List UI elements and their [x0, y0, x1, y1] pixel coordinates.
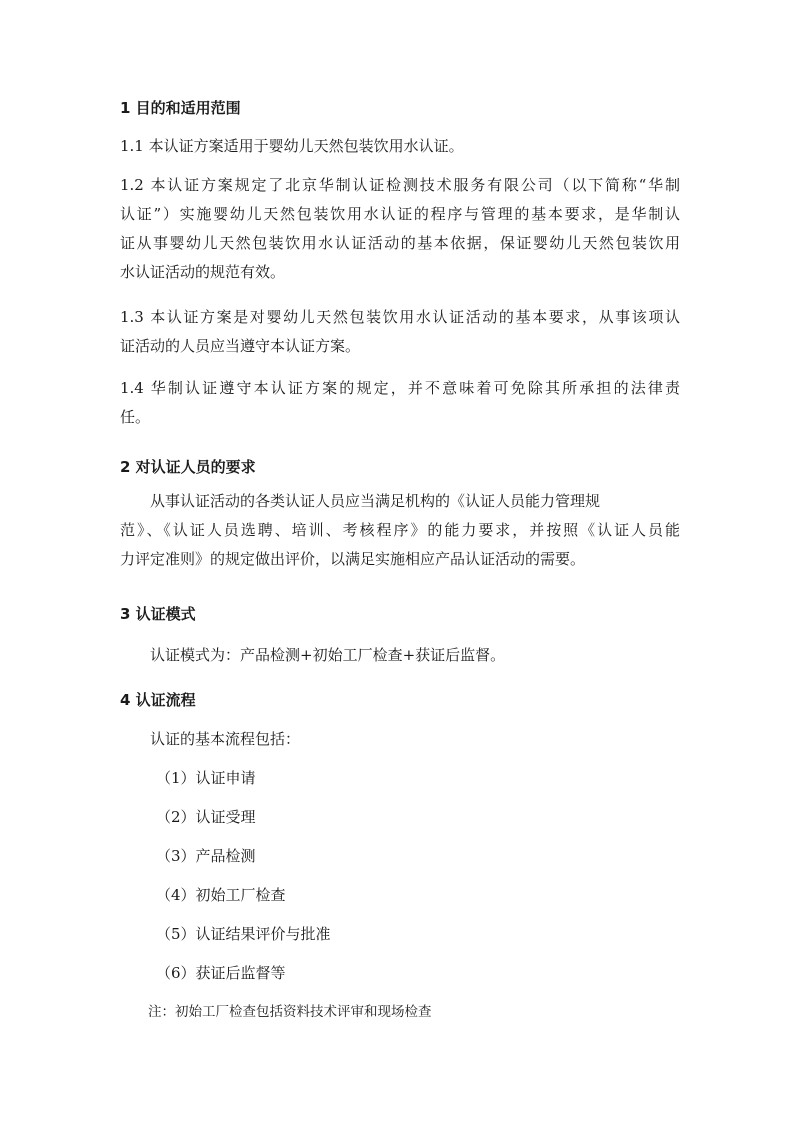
section-2-heading: 2 对认证人员的要求	[120, 458, 256, 476]
paragraph-2	[120, 487, 680, 574]
process-step: （4）初始工厂检查	[156, 886, 286, 904]
paragraph-line: 1.2 本认证方案规定了北京华制认证检测技术服务有限公司（以下简称“华制	[120, 176, 680, 194]
section-3-heading: 3 认证模式	[120, 605, 196, 623]
process-step: （5）认证结果评价与批准	[156, 925, 331, 943]
paragraph-line: 认证”）实施婴幼儿天然包装饮用水认证的程序与管理的基本要求，是华制认	[120, 205, 680, 223]
process-note: 注：初始工厂检查包括资料技术评审和现场检查	[148, 1004, 432, 1020]
paragraph-line: 1.1 本认证方案适用于婴幼儿天然包装饮用水认证。	[120, 137, 464, 155]
paragraph-line: 任。	[120, 408, 151, 426]
paragraph-line: 证从事婴幼儿天然包装饮用水认证活动的基本依据，保证婴幼儿天然包装饮用	[120, 234, 680, 252]
section-1-heading: 1 目的和适用范围	[120, 99, 241, 117]
paragraph-line: 水认证活动的规范有效。	[120, 263, 286, 281]
paragraph-line: 证活动的人员应当遵守本认证方案。	[120, 337, 361, 355]
paragraph-line: 1.3 本认证方案是对婴幼儿天然包装饮用水认证活动的基本要求，从事该项认	[120, 308, 680, 326]
paragraph-line: 力评定准则》的规定做出评价，以满足实施相应产品认证活动的需要。	[120, 550, 586, 568]
certification-mode-text: 认证模式为：产品检测+初始工厂检查+获证后监督。	[150, 646, 506, 664]
process-step: （2）认证受理	[156, 808, 256, 826]
paragraph-1-1	[120, 132, 680, 161]
process-intro: 认证的基本流程包括：	[150, 730, 301, 748]
paragraph-line: 1.4 华制认证遵守本认证方案的规定，并不意味着可免除其所承担的法律责	[120, 379, 680, 397]
paragraph-1-2	[120, 171, 680, 287]
paragraph-1-4	[120, 374, 680, 432]
paragraph-line: 范》、《认证人员选聘、培训、考核程序》的能力要求，并按照《认证人员能	[120, 521, 680, 539]
paragraph-1-3	[120, 303, 680, 361]
process-step: （3）产品检测	[156, 847, 256, 865]
section-4-heading: 4 认证流程	[120, 691, 196, 709]
paragraph-line: 从事认证活动的各类认证人员应当满足机构的《认证人员能力管理规	[150, 492, 601, 510]
process-step: （6）获证后监督等	[156, 964, 286, 982]
process-step: （1）认证申请	[156, 769, 256, 787]
